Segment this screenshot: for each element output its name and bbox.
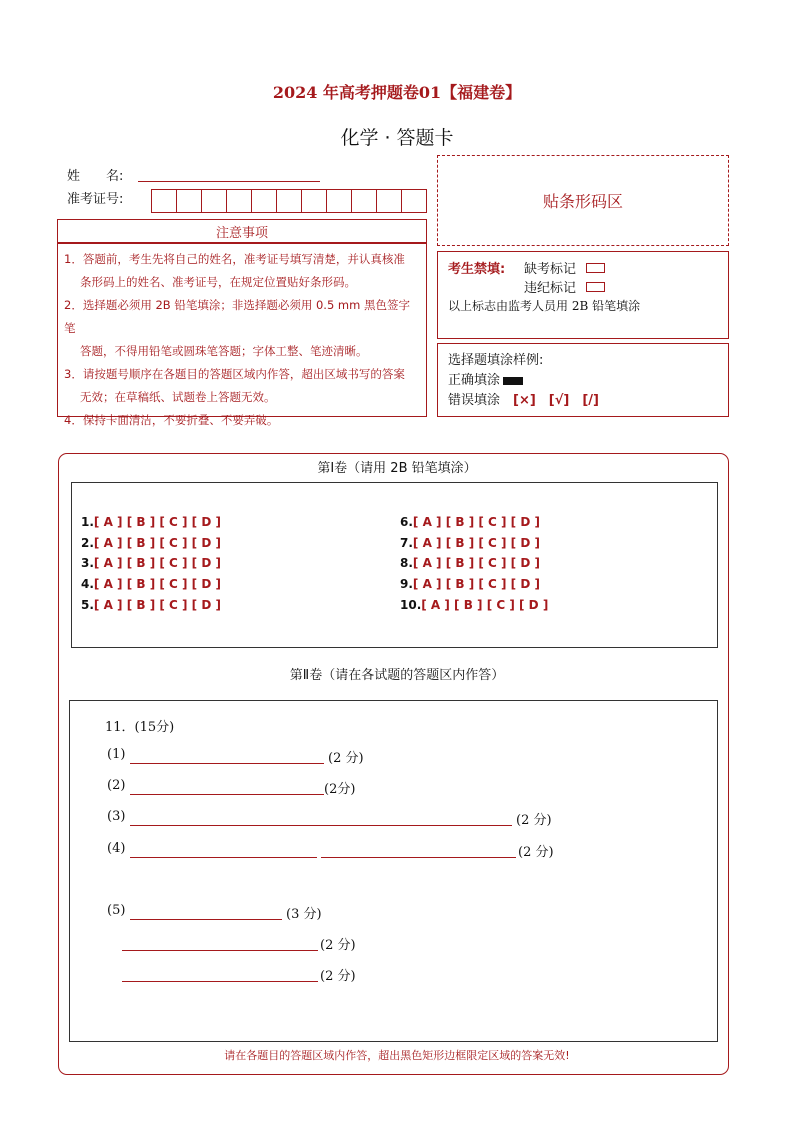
multiple-choice-box [71,482,718,648]
violation-mark-box[interactable] [586,282,605,292]
part-2-score: (2分) [324,782,356,797]
sample-heading: 选择题填涂样例: [448,353,544,368]
mc-options[interactable]: [ A ] [ B ] [ C ] [ D ] [93,535,221,550]
sample-wrong-label: 错误填涂 [448,393,501,408]
id-digit-box[interactable] [326,189,352,213]
notice-item-3: 3．请按题号顺序在各题目的答题区域内作答，超出区域书写的答案 [64,367,405,381]
question-11-title: 11．(15分) [105,720,175,735]
mc-question-row[interactable] [400,553,548,574]
mc-question-row[interactable] [81,512,221,533]
mc-question-number: 8. [400,556,413,571]
mc-question-row[interactable] [400,574,548,595]
barcode-area: 贴条形码区 [437,155,729,246]
mc-options[interactable]: [ A ] [ B ] [ C ] [ D ] [93,515,221,529]
section2-heading: 第Ⅱ卷（请在各试题的答题区内作答） [289,668,505,683]
notice-item-2: 2．选择题必须用 2B 铅笔填涂；非选择题必须用 0.5 mm 黑色签字笔 [64,298,410,335]
page-title: 2024 年高考押题卷01【福建卷】 [272,83,522,102]
id-digit-box[interactable] [226,189,252,213]
notice-item-2-cont: 答题，不得用铅笔或圆珠笔答题；字体工整、笔迹清晰。 [80,344,368,358]
id-digit-box[interactable] [201,189,227,213]
part-5b-score: (2 分) [320,938,356,953]
id-digit-box[interactable] [376,189,402,213]
forbidden-box [437,251,729,339]
sample-correct-label: 正确填涂 [448,373,501,388]
mc-options[interactable]: [ A ] [ B ] [ C ] [ D ] [93,577,221,592]
id-digit-box[interactable] [276,189,302,213]
mc-question-number: 5. [81,597,94,612]
part-5b-answer-line[interactable] [122,949,318,951]
mc-options[interactable]: [ A ] [ B ] [ C ] [ D ] [412,577,540,592]
part-5-answer-line[interactable] [130,918,282,920]
notice-item-1-cont: 条形码上的姓名、准考证号，在规定位置贴好条形码。 [80,275,356,289]
footer-warning: 请在各题目的答题区域内作答，超出黑色矩形边框限定区域的答案无效! [224,1049,570,1062]
part-3-label: (3) [107,809,126,824]
part-5-score: (3 分) [286,907,322,922]
id-label: 准考证号: [67,192,124,207]
mc-question-number: 2. [81,535,94,550]
part-1-score: (2 分) [328,751,364,766]
mc-question-number: 7. [400,535,413,550]
id-boxes[interactable] [151,189,426,213]
mc-question-row[interactable] [81,595,221,616]
mc-question-number: 9. [400,577,413,592]
mc-question-number: 6. [400,515,413,529]
notice-item-4: 4．保持卡面清洁，不要折叠、不要弄破。 [64,413,279,427]
free-response-box [69,700,718,1042]
mc-question-row[interactable] [400,512,548,533]
page-subtitle: 化学 · 答题卡 [340,127,454,149]
id-digit-box[interactable] [176,189,202,213]
mc-question-number: 3. [81,556,94,571]
mc-question-number: 10. [400,597,422,612]
part-1-label: (1) [107,747,126,762]
mc-options[interactable]: [ A ] [ B ] [ C ] [ D ] [412,556,540,571]
part-3-answer-line[interactable] [130,824,512,826]
mc-options[interactable]: [ A ] [ B ] [ C ] [ D ] [412,535,540,550]
notice-item-3-cont: 无效；在草稿纸、试题卷上答题无效。 [80,390,276,404]
mc-question-number: 1. [81,515,94,529]
mc-column-right [400,512,548,615]
part-4-score: (2 分) [518,845,554,860]
mc-question-row[interactable] [81,533,221,554]
mc-question-row[interactable] [81,553,221,574]
violation-label: 违纪标记 [524,281,577,296]
absent-label: 缺考标记 [524,262,577,277]
part-1-answer-line[interactable] [130,762,324,764]
mc-column-left [81,512,221,615]
absent-mark-box[interactable] [586,263,605,273]
mc-question-row[interactable] [400,595,548,616]
mc-question-row[interactable] [400,533,548,554]
part-4-label: (4) [107,841,126,856]
mc-question-number: 4. [81,577,94,592]
notice-body [57,243,427,427]
part-5-label: (5) [107,903,126,918]
part-3-score: (2 分) [516,813,552,828]
id-digit-box[interactable] [301,189,327,213]
part-2-answer-line[interactable] [130,793,324,795]
id-digit-box[interactable] [351,189,377,213]
notice-item-1: 1．答题前，考生先将自己的姓名，准考证号填写清楚，并认真核准 [64,252,405,266]
name-field[interactable] [138,180,320,182]
mc-options[interactable]: [ A ] [ B ] [ C ] [ D ] [93,556,221,571]
part-5c-answer-line[interactable] [122,980,318,982]
id-digit-box[interactable] [251,189,277,213]
id-digit-box[interactable] [151,189,177,213]
part-5c-score: (2 分) [320,969,356,984]
forbidden-note: 以上标志由监考人员用 2B 铅笔填涂 [448,299,641,313]
part-4-answer-line-b[interactable] [321,856,516,858]
name-label: 姓 名: [67,169,124,184]
part-4-answer-line-a[interactable] [130,856,317,858]
filled-mark-icon [503,377,523,385]
mc-options[interactable]: [ A ] [ B ] [ C ] [ D ] [412,515,540,529]
notice-heading: 注意事项 [57,219,427,243]
forbidden-label: 考生禁填: [448,262,506,277]
mc-options[interactable]: [ A ] [ B ] [ C ] [ D ] [421,597,549,612]
sample-box [437,343,729,417]
mc-options[interactable]: [ A ] [ B ] [ C ] [ D ] [93,597,221,612]
part-2-label: (2) [107,778,126,793]
wrong-marks: [×] [√] [/] [513,393,599,408]
id-digit-box[interactable] [401,189,427,213]
mc-question-row[interactable] [81,574,221,595]
section1-heading: 第Ⅰ卷（请用 2B 铅笔填涂） [317,461,477,476]
